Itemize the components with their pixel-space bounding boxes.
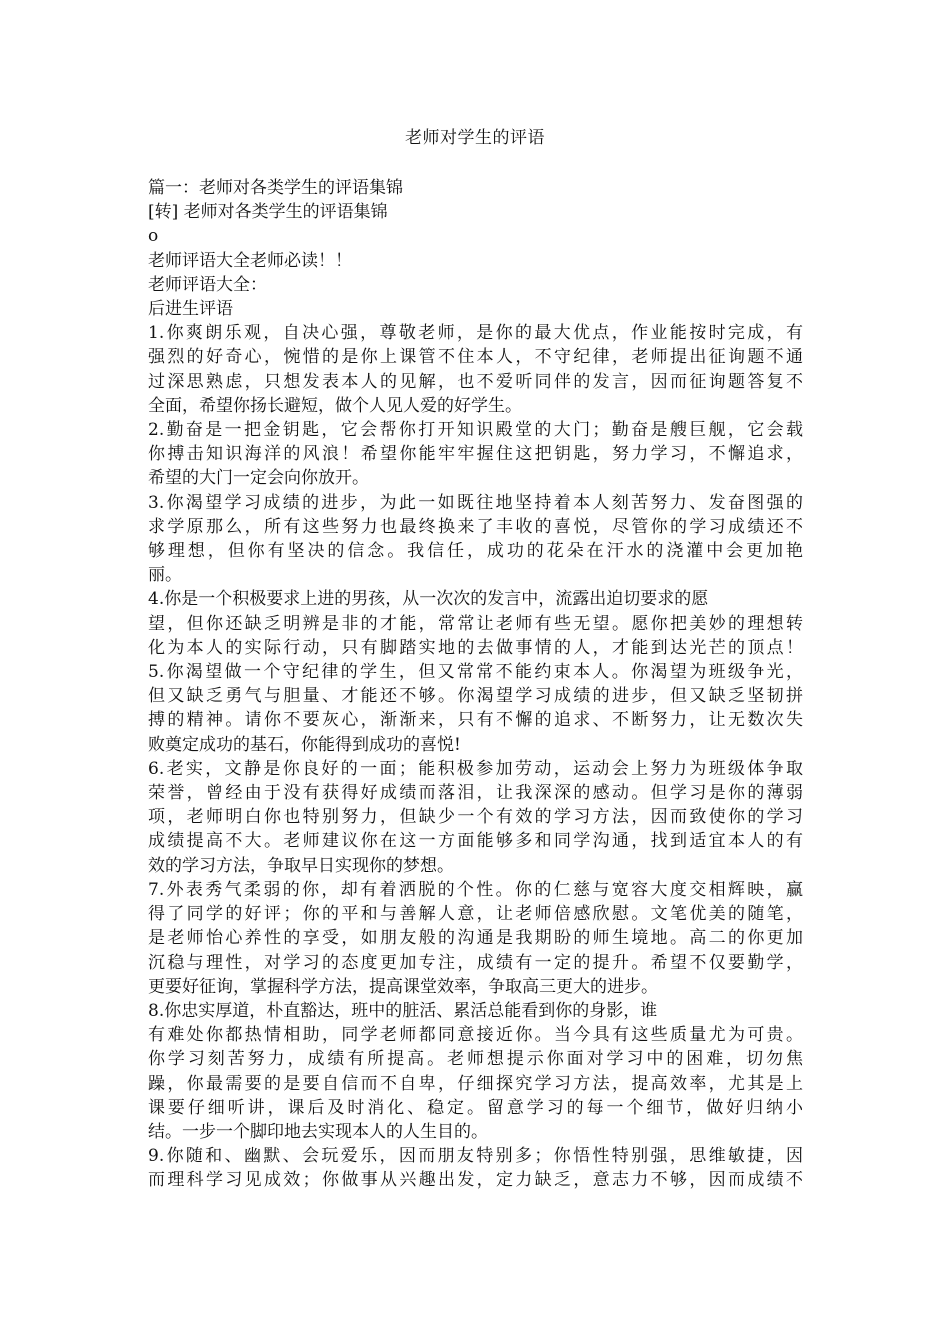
body-line: 躁，你最需要的是要自信而不自卑，仔细探究学习方法，提高效率，尤其是上 (148, 1073, 803, 1094)
body-line: 求学原那么，所有这些努力也最终换来了丰收的喜悦，尽管你的学习成绩还不 (148, 516, 803, 537)
body-line: 4.你是一个积极要求上进的男孩，从一次次的发言中，流露出迫切要求的愿 (148, 589, 709, 610)
body-line: 篇一：老师对各类学生的评语集锦 (148, 178, 403, 198)
body-line: 而理科学习见成效；你做事从兴趣出发，定力缺乏，意志力不够，因而成绩不 (148, 1170, 803, 1191)
body-line: 荣誉，曾经由于没有获得好成绩而落泪，让我深深的感动。但学习是你的薄弱 (148, 783, 803, 804)
body-line: 后进生评语 (148, 299, 233, 320)
body-line: 老师评语大全： (148, 274, 267, 295)
body-line: 5.你渴望做一个守纪律的学生，但又常常不能约束本人。你渴望为班级争光， (148, 662, 803, 683)
body-line: 成绩提高不大。老师建议你在这一方面能够多和同学沟通，找到适宜本人的有 (148, 831, 803, 852)
document-body (148, 176, 803, 1193)
body-line: 希望的大门一定会向你放开。 (148, 468, 369, 489)
body-line: 但又缺乏勇气与胆量、才能还不够。你渴望学习成绩的进步，但又缺乏坚韧拼 (148, 686, 803, 707)
body-line: 是老师怡心养性的享受，如朋友般的沟通是我期盼的师生境地。高二的你更加 (148, 928, 803, 949)
body-line: 化为本人的实际行动，只有脚踏实地的去做事情的人，才能到达光芒的顶点！ (148, 637, 803, 658)
body-line: 得了同学的好评；你的平和与善解人意，让老师倍感欣慰。文笔优美的随笔， (148, 904, 803, 925)
body-line: 全面，希望你扬长避短，做个人见人爱的好学生。 (148, 395, 522, 416)
body-line: 搏的精神。请你不要灰心，渐渐来，只有不懈的追求、不断努力，让无数次失 (148, 710, 803, 731)
body-line: 丽。 (148, 565, 182, 586)
body-line: 有难处你都热情相助，同学老师都同意接近你。当今具有这些质量尤为可贵。 (148, 1025, 803, 1046)
body-line: 课要仔细听讲，课后及时消化、稳定。留意学习的每一个细节，做好归纳小 (148, 1097, 803, 1118)
body-line: 8.你忠实厚道，朴直豁达，班中的脏活、累活总能看到你的身影，谁 (148, 1000, 658, 1021)
document-title: 老师对学生的评语 (405, 128, 545, 148)
body-line: 效的学习方法，争取早日实现你的梦想。 (148, 855, 454, 876)
body-line: 2.勤奋是一把金钥匙，它会帮你打开知识殿堂的大门；勤奋是艘巨舰，它会载 (148, 420, 803, 441)
body-line: 结。一步一个脚印地去实现本人的人生目的。 (148, 1121, 488, 1142)
body-line: 3.你渴望学习成绩的进步，为此一如既往地坚持着本人刻苦努力、发奋图强的 (148, 492, 803, 513)
body-line: 6.老实，文静是你良好的一面；能积极参加劳动，运动会上努力为班级体争取 (148, 758, 803, 779)
body-line: 望，但你还缺乏明辨是非的才能，常常让老师有些无望。愿你把美妙的理想转 (148, 613, 803, 634)
body-line: 更要好征询，掌握科学方法，提高课堂效率，争取高三更大的进步。 (148, 976, 658, 997)
body-line: 强烈的好奇心，惋惜的是你上课管不住本人，不守纪律，老师提出征询题不通 (148, 347, 803, 368)
body-line: 够理想，但你有坚决的信念。我信任，成功的花朵在汗水的浇灌中会更加艳 (148, 541, 803, 562)
body-line: o (148, 226, 159, 247)
body-line: 败奠定成功的基石，你能得到成功的喜悦! (148, 734, 461, 755)
body-line: 你学习刻苦努力，成绩有所提高。老师想提示你面对学习中的困难，切勿焦 (148, 1049, 803, 1070)
body-line: 你搏击知识海洋的风浪！希望你能牢牢握住这把钥匙，努力学习，不懈追求， (148, 444, 803, 465)
body-line: 过深思熟虑，只想发表本人的见解，也不爱听同伴的发言，因而征询题答复不 (148, 371, 803, 392)
body-line: [转] 老师对各类学生的评语集锦 (148, 202, 388, 223)
body-line: 7.外表秀气柔弱的你，却有着洒脱的个性。你的仁慈与宽容大度交相辉映，赢 (148, 879, 803, 900)
body-line: 沉稳与理性，对学习的态度更加专注，成绩有一定的提升。希望不仅要勤学， (148, 952, 803, 973)
body-line: 老师评语大全老师必读！！ (148, 250, 352, 271)
body-line: 1.你爽朗乐观，自决心强，尊敬老师，是你的最大优点，作业能按时完成，有 (148, 323, 803, 344)
body-line: 项，老师明白你也特别努力，但缺少一个有效的学习方法，因而致使你的学习 (148, 807, 803, 828)
body-line: 9.你随和、幽默、会玩爱乐，因而朋友特别多；你悟性特别强，思维敏捷，因 (148, 1146, 803, 1167)
